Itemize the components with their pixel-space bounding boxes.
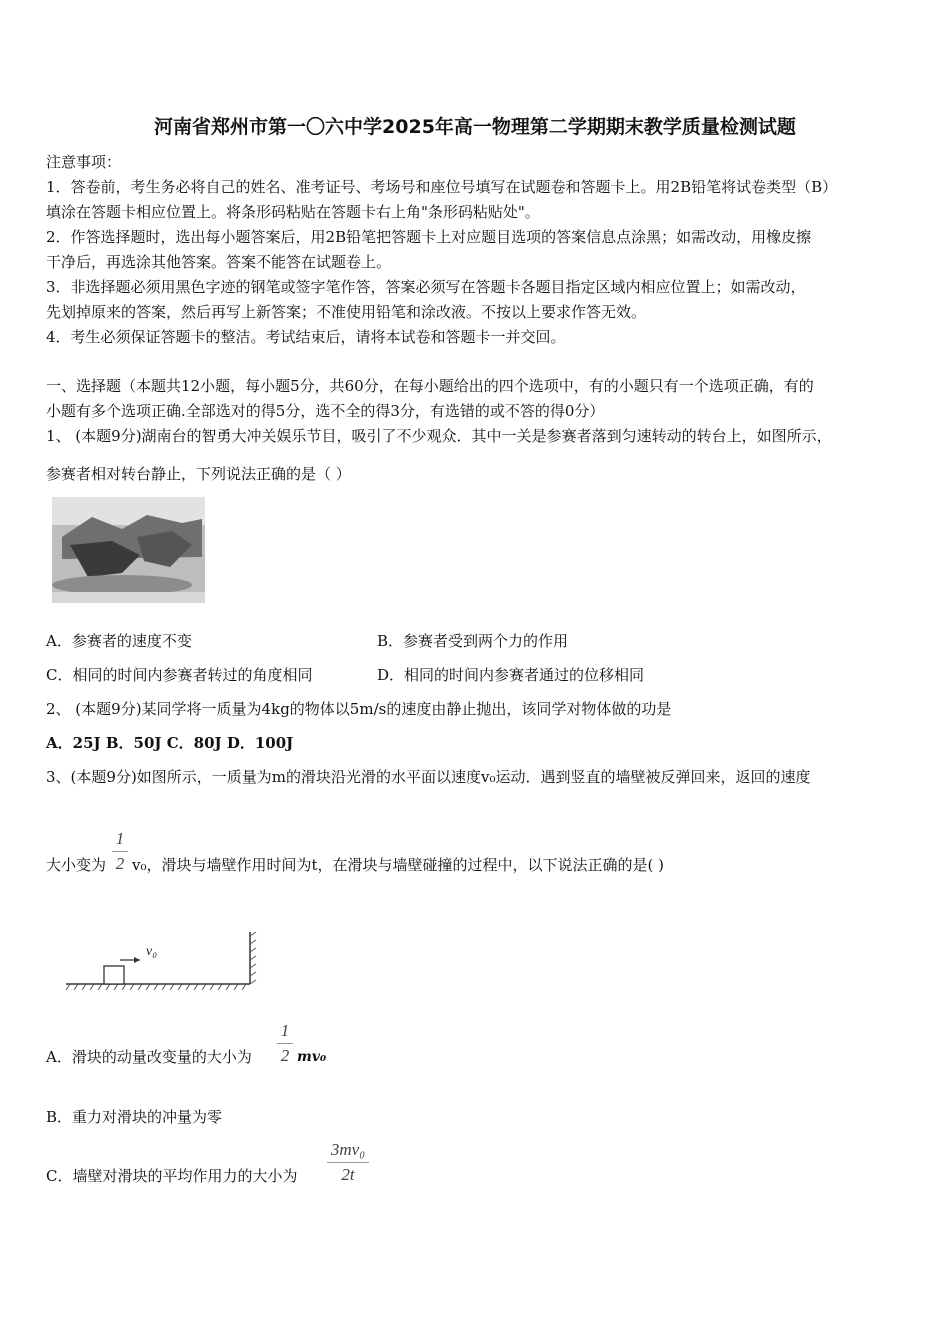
q3-half-fraction <box>112 829 128 874</box>
section-header-line-1: 一、选择题（本题共12小题，每小题5分，共60分，在每小题给出的四个选项中，有的小题只有一个选项正确，有的 <box>46 377 814 395</box>
fraction-numerator: 3mv₀ <box>330 1140 366 1159</box>
q1-option-a: A．参赛者的速度不变 <box>46 632 192 650</box>
fraction-numerator: 1 <box>115 829 125 848</box>
notice-line-6: 先划掉原来的答案，然后再写上新答案；不准使用铅笔和涂改液。不按以上要求作答无效。 <box>46 303 647 321</box>
notice-line-5: 3．非选择题必须用黑色字迹的钢笔或签字笔作答，答案必须写在答题卡各题目指定区域内相应位置上；如需改动， <box>46 278 806 296</box>
q3-option-a-fraction <box>277 1021 293 1066</box>
notice-line-4: 干净后，再选涂其他答案。答案不能答在试题卷上。 <box>46 253 392 271</box>
q1-option-c: C．相同的时间内参赛者转过的角度相同 <box>46 666 313 684</box>
notice-line-2: 填涂在答题卡相应位置上。将条形码粘贴在答题卡右上角"条形码粘贴处"。 <box>46 203 540 221</box>
q3-option-c-fraction <box>327 1140 369 1185</box>
q1-stem-line-1: 1、 (本题9分)湖南台的智勇大冲关娱乐节目，吸引了不少观众．其中一关是参赛者落到匀速转动的转台上，如图所示， <box>46 427 832 445</box>
q1-turntable-photo <box>52 497 205 603</box>
q2-stem: 2、 (本题9分)某同学将一质量为4kg的物体以5m/s的速度由静止抛出，该同学对物体做的功是 <box>46 700 672 718</box>
q2-options: A．25J B．50J C．80J D．100J <box>46 734 294 752</box>
q1-option-d: D．相同的时间内参赛者通过的位移相同 <box>377 666 645 684</box>
section-header-line-2: 小题有多个选项正确.全部选对的得5分，选不全的得3分，有选错的或不答的得0分） <box>46 402 605 420</box>
q3-option-a-end: mv₀ <box>297 1049 327 1065</box>
notice-line-7: 4．考生必须保证答题卡的整洁。考试结束后，请将本试卷和答题卡一并交回。 <box>46 328 566 346</box>
q3-option-b: B．重力对滑块的冲量为零 <box>46 1108 223 1126</box>
notice-heading: 注意事项： <box>46 153 122 171</box>
q1-option-b: B．参赛者受到两个力的作用 <box>377 632 569 650</box>
velocity-label: v₀ <box>146 944 158 959</box>
q3-option-c-start: C．墙壁对滑块的平均作用力的大小为 <box>46 1167 298 1185</box>
q3-wall-diagram <box>64 930 264 992</box>
page-title: 河南省郑州市第一〇六中学2025年高一物理第二学期期末教学质量检测试题 <box>154 116 796 138</box>
q3-option-a-start: A．滑块的动量改变量的大小为 <box>46 1048 252 1066</box>
notice-line-3: 2．作答选择题时，选出每小题答案后，用2B铅笔把答题卡上对应题目选项的答案信息点涂黑；如需改动，用橡皮擦 <box>46 228 812 246</box>
notice-line-1: 1．答卷前，考生务必将自己的姓名、准考证号、考场号和座位号填写在试题卷和答题卡上。用2B铅笔将试卷类型（B） <box>46 178 838 196</box>
q3-stem-line-2-start: 大小变为 <box>46 856 107 874</box>
fraction-denominator: 2 <box>280 1046 290 1065</box>
fraction-denominator: 2t <box>341 1165 355 1184</box>
q3-stem-line-1: 3、(本题9分)如图所示，一质量为m的滑块沿光滑的水平面以速度v₀运动．遇到竖直的墙壁被反弹回来，返回的速度 <box>46 768 811 786</box>
fraction-denominator: 2 <box>115 854 125 873</box>
fraction-numerator: 1 <box>280 1021 290 1040</box>
q1-stem-line-2: 参赛者相对转台静止，下列说法正确的是（ ） <box>46 465 351 483</box>
q3-stem-line-2-end: v₀，滑块与墙壁作用时间为t，在滑块与墙壁碰撞的过程中，以下说法正确的是( ) <box>132 856 664 874</box>
